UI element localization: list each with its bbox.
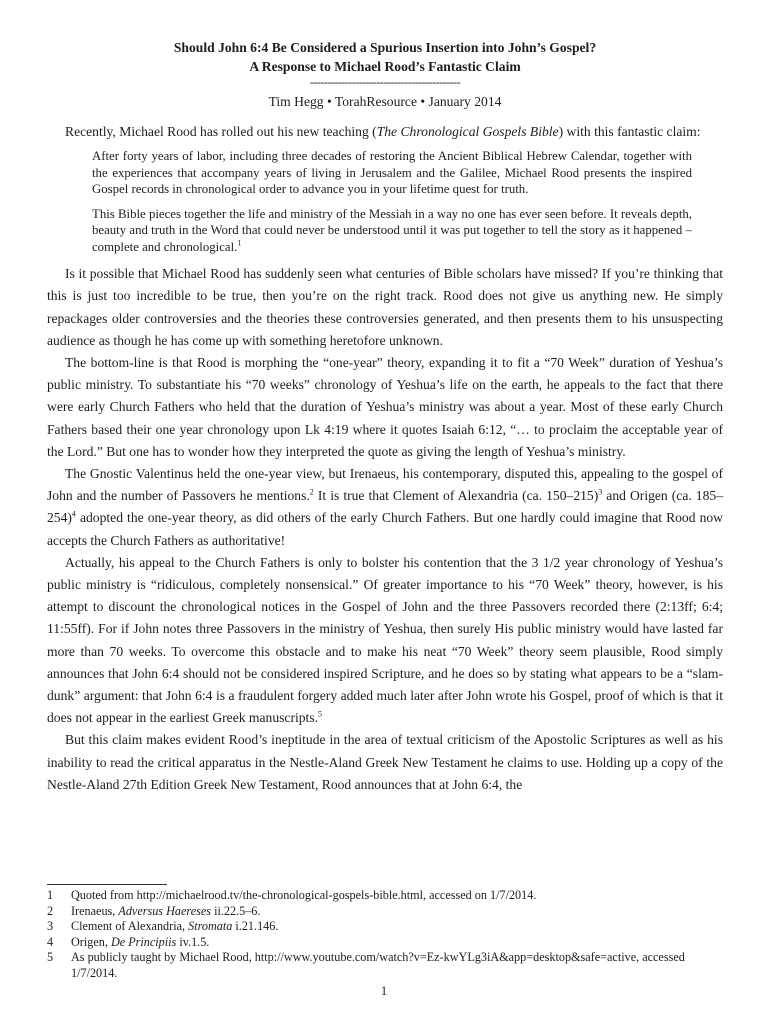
- quote-paragraph-2: [92, 206, 692, 256]
- footnote-divider: [47, 884, 167, 885]
- footnote-item: [47, 950, 723, 981]
- footnote-text-pre: Origen,: [71, 934, 111, 949]
- footnote-text: [71, 904, 723, 920]
- paragraph-3-part-c: and Origen (ca. 185–254): [47, 488, 723, 526]
- document-page: [47, 38, 723, 796]
- footnote-ref-1: 1: [237, 238, 242, 248]
- footnote-item: [47, 904, 723, 920]
- title-line-1: Should John 6:4 Be Considered a Spurious Insertion into John’s Gospel?: [173, 40, 597, 55]
- footnote-text-pre: As publicly taught by Michael Rood, http://www.youtube.com/watch?v=Ez-kwYLg3iA&app=desktop&safe=active, accessed 1/7/2014.: [71, 950, 685, 980]
- footnote-number: 4: [47, 934, 54, 949]
- footnote-item: [47, 888, 723, 904]
- footnote-number: 5: [47, 950, 54, 964]
- intro-text-after: ) with this fantastic claim:: [558, 124, 701, 139]
- footnote-text-pre: Irenaeus,: [71, 903, 119, 918]
- footnotes: [47, 888, 723, 981]
- footnote-text-pre: Clement of Alexandria,: [71, 919, 189, 933]
- paragraph-3-part-d: adopted the one-year theory, as did others of the early Church Fathers. But one hardly could imagine that Rood now accepts the Church Fathers as authoritative!: [47, 510, 723, 548]
- footnote-ref-2: 2: [309, 487, 314, 497]
- footnote-item: [47, 919, 723, 935]
- quote-paragraph-1: After forty years of labor, including three decades of restoring the Ancient Biblical Hebrew Calendar, together with the experiences that accompany years of living in Jerusalem and the Galilee, Michael Rood presents the inspired Gospel records in chronological order to advance you in your lifetime quest for truth.: [92, 149, 692, 197]
- body-paragraph-1: Is it possible that Michael Rood has suddenly seen what centuries of Bible scholars have missed? If you’re thinking that this is just too incredible to be true, then you’re on the right track. Rood does not give us anything new. He simply repackages older controversies and the theories these controversies generated, and then presents them to his unsuspecting audience as though he has come up with something heretofore unknown.: [47, 266, 723, 348]
- intro-paragraph: [47, 121, 723, 143]
- body-paragraph-4: [47, 552, 723, 730]
- footnote-text-italic: Stromata: [188, 919, 233, 933]
- footnote-item: [47, 935, 723, 951]
- footnote-ref-5: 5: [318, 709, 323, 719]
- page-number: 1: [380, 983, 388, 998]
- footnote-number: 2: [47, 903, 54, 918]
- footnote-ref-3: 3: [598, 487, 603, 497]
- title-line-2: A Response to Michael Rood’s Fantastic Claim: [249, 59, 521, 74]
- title-separator: -------------------------------------------: [309, 75, 461, 89]
- paragraph-3-part-b: It is true that Clement of Alexandria (ca. 150–215): [313, 488, 599, 504]
- byline: Tim Hegg • TorahResource • January 2014: [268, 94, 502, 109]
- paragraph-4-text: Actually, his appeal to the Church Fathers is only to bolster his contention that the 3 1/2 year chronology of Yeshua’s public ministry is “ridiculous, completely nonsensical.” Of greater importance to his “70 Week” theory, however, is his attempt to discount the chronological notices in the Gospel of John and the three Passovers recorded there (2:13ff; 6:4; 11:55ff). For if John notes three Passovers in the ministry of Yeshua, then surely His public ministry would have lasted far more than 70 weeks. To overcome this obstacle and to make his neat “70 Week” theory seem plausible, Rood simply announces that John 6:4 should not be considered inspired Scripture, and he does so by stating what appears to be a “slam-dunk” argument: that John 6:4 is a fraudulent forgery added much later after John wrote his Gospel, proof of which is that it does not appear in the earliest Greek manuscripts.: [47, 554, 723, 726]
- footnote-text-pre: Quoted from http://michaelrood.tv/the-chronological-gospels-bible.html, accessed on 1/7/2014.: [71, 888, 537, 902]
- body-paragraph-5: But this claim makes evident Rood’s ineptitude in the area of textual criticism of the Apostolic Scriptures as well as his inability to read the critical apparatus in the Nestle-Aland Greek New Testament he claims to use. Holding up a copy of the Nestle-Aland 27th Edition Greek New Testament, Rood announces that at John 6:4, the: [47, 732, 723, 792]
- footnote-text-post: iv.1.5.: [176, 934, 210, 949]
- intro-text-before: Recently, Michael Rood has rolled out his new teaching (: [65, 124, 377, 139]
- document-body: [47, 121, 723, 796]
- body-paragraph-2: The bottom-line is that Rood is morphing the “one-year” theory, expanding it to fit a “70 Week” duration of Yeshua’s public ministry. To substantiate his “70 weeks” chronology of Yeshua’s life on the earth, he appeals to the fact that there were early Church Fathers who held that the duration of Yeshua’s ministry was about a year. Most of these early Church Fathers based their one year chronology upon Lk 4:19 where it quotes Isaiah 6:12, “… to proclaim the acceptable year of the Lord.” But one has to wonder how they interpreted the quote as giving the length of Yeshua’s ministry.: [47, 355, 723, 459]
- footnote-text: [71, 888, 723, 904]
- block-quote: [92, 148, 692, 255]
- footnote-text: [71, 950, 723, 981]
- footnote-text-post: i.21.146.: [232, 919, 279, 933]
- paragraph-3-part-a: The Gnostic Valentinus held the one-year view, but Irenaeus, his contemporary, disputed this, appealing to the gospel of John and the number of Passovers he mentions.: [47, 466, 723, 504]
- footnote-ref-4: 4: [71, 509, 76, 519]
- footnote-text-italic: De Principiis: [110, 934, 177, 949]
- book-title: The Chronological Gospels Bible: [376, 124, 559, 139]
- footnote-text-italic: Adversus Haereses: [118, 903, 212, 918]
- body-paragraph-3: [47, 463, 723, 552]
- footnote-text-post: ii.22.5–6.: [211, 903, 261, 918]
- footnote-text: [71, 935, 723, 951]
- footnote-number: 1: [47, 888, 54, 902]
- footnote-number: 3: [47, 919, 54, 933]
- quote-paragraph-2-text: This Bible pieces together the life and ministry of the Messiah in a way no one has ever seen before. It reveals depth, beauty and truth in the Word that could never be understood until it was put together to tell the story as it happened – complete and chronological.: [92, 206, 692, 254]
- footnote-text: [71, 919, 723, 935]
